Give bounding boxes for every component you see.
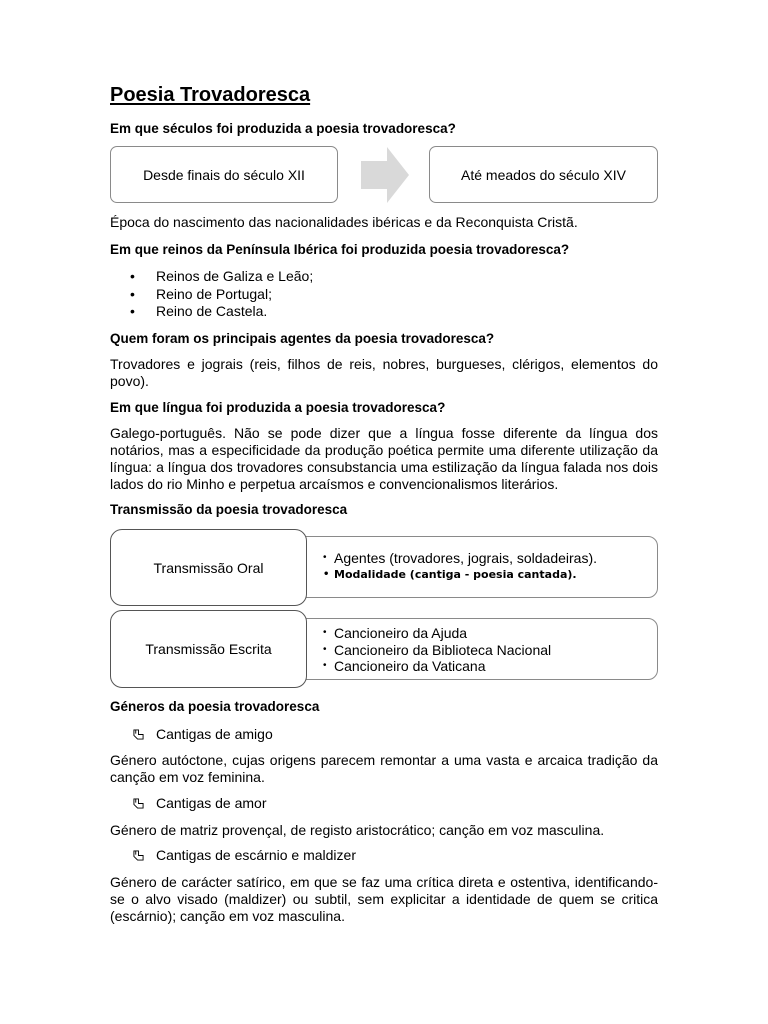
list-item: • Cancioneiro da Biblioteca Nacional	[323, 642, 551, 659]
hand-pointer-icon	[133, 850, 144, 861]
list-item: • Cancioneiro da Ajuda	[323, 625, 551, 642]
hand-pointer-icon	[133, 798, 144, 809]
question-agents: Quem foram os principais agentes da poesia trovadoresca?	[110, 331, 495, 346]
oral-transmission-label-box	[110, 529, 307, 606]
oral-items-box	[290, 536, 658, 598]
written-transmission-label-box	[110, 610, 307, 688]
question-centuries: Em que séculos foi produzida a poesia trovadoresca?	[110, 121, 456, 136]
hand-pointer-icon	[133, 729, 144, 740]
list-item: • Cancioneiro da Vaticana	[323, 658, 551, 675]
timeline-start-label: Desde finais do século XII	[143, 166, 305, 183]
list-item: • Reino de Castela.	[130, 303, 313, 321]
genre-description: Género autóctone, cujas origens parecem remontar a uma vasta e arcaica tradição da canção em voz feminina.	[110, 752, 658, 785]
written-items-list	[323, 625, 551, 675]
kingdoms-list	[130, 268, 313, 321]
timeline-start-box	[110, 146, 338, 203]
written-items-box	[290, 618, 658, 680]
list-item: • Reino de Portugal;	[130, 286, 313, 304]
genre-item	[133, 847, 356, 863]
page-title: Poesia Trovadoresca	[110, 84, 311, 106]
genre-name: Cantigas de amigo	[156, 726, 273, 742]
timeline-end-label: Até meados do século XIV	[461, 166, 626, 183]
list-item: • Modalidade (cantiga - poesia cantada).	[323, 567, 597, 584]
question-kingdoms: Em que reinos da Península Ibérica foi produzida poesia trovadoresca?	[110, 242, 570, 257]
genre-name: Cantigas de escárnio e maldizer	[156, 847, 356, 863]
paragraph-agents: Trovadores e jograis (reis, filhos de reis, nobres, burgueses, clérigos, elementos do povo).	[110, 356, 658, 389]
genre-description: Género de matriz provençal, de registo aristocrático; canção em voz masculina.	[110, 822, 605, 838]
genre-name: Cantigas de amor	[156, 795, 267, 811]
written-transmission-label: Transmissão Escrita	[145, 641, 272, 657]
question-language: Em que língua foi produzida a poesia trovadoresca?	[110, 400, 446, 415]
timeline-end-box	[429, 146, 658, 203]
genre-item	[133, 795, 267, 811]
list-item: • Reinos de Galiza e Leão;	[130, 268, 313, 286]
oral-items-list	[323, 550, 597, 583]
genre-description: Género de carácter satírico, em que se faz uma crítica direta e ostentiva, identificando-se o alvo visado (maldizer) ou subtil, sem explicitar a identidade de quem se critica (escárnio); canção em voz masculina.	[110, 874, 658, 924]
right-arrow-icon	[361, 147, 411, 203]
paragraph-language: Galego-português. Não se pode dizer que a língua fosse diferente da língua dos notários, mas a especificidade da produção poética permite uma diferente utilização da língua: a língua dos trovadores consubstancia uma estilização da língua falada nos dois lados do rio Minho e perpetua arcaísmos e convencionalismos literários.	[110, 425, 658, 492]
list-item: • Agentes (trovadores, jograis, soldadeiras).	[323, 550, 597, 567]
paragraph-epoch: Época do nascimento das nacionalidades ibéricas e da Reconquista Cristã.	[110, 214, 578, 230]
question-transmission: Transmissão da poesia trovadoresca	[110, 502, 348, 517]
genre-item	[133, 726, 273, 742]
question-genres: Géneros da poesia trovadoresca	[110, 699, 320, 714]
oral-transmission-label: Transmissão Oral	[153, 559, 264, 576]
